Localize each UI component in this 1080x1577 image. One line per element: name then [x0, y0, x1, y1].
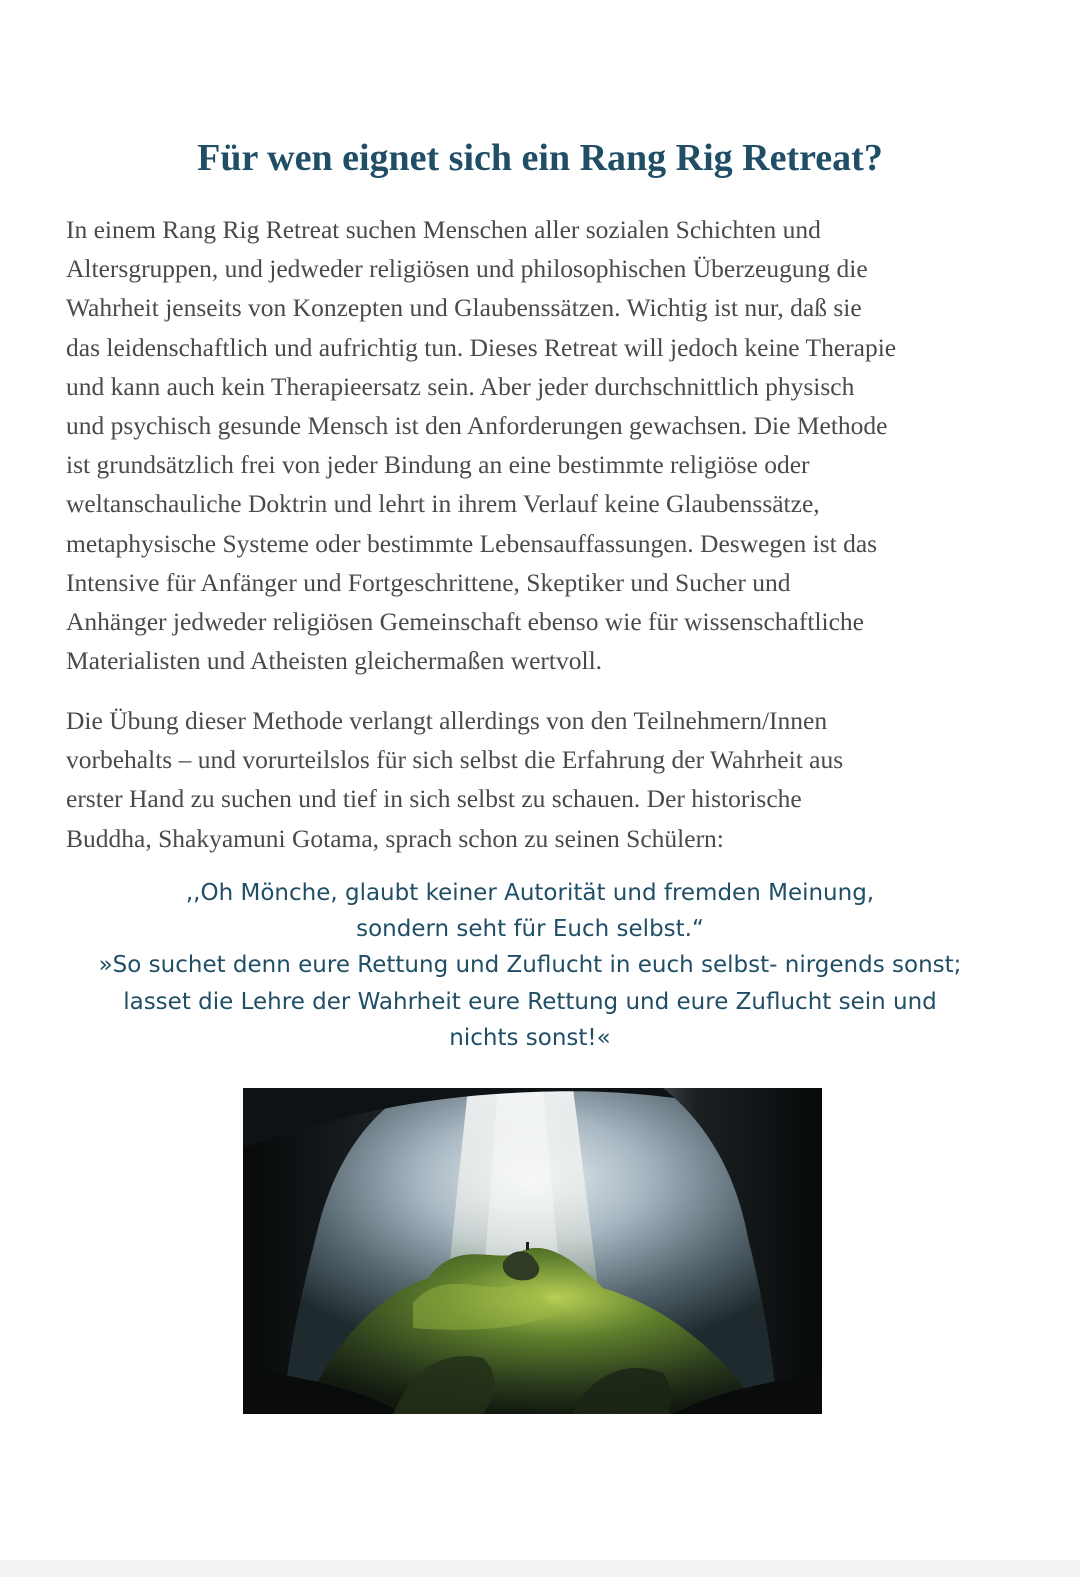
text-line: erster Hand zu suchen und tief in sich selbst zu schauen. Der historische: [66, 784, 802, 814]
quote-line: lasset die Lehre der Wahrheit eure Rettung und eure Zuflucht sein und: [123, 988, 937, 1015]
text-line: Materialisten und Atheisten gleichermaßen wertvoll.: [66, 646, 603, 676]
text-line: Intensive für Anfänger und Fortgeschrittene, Skeptiker und Sucher und: [66, 567, 791, 597]
quote-line: nichts sonst!«: [449, 1024, 611, 1051]
text-line: ist grundsätzlich frei von jeder Bindung an eine bestimmte religiöse oder: [66, 450, 810, 480]
paragraph-method: [66, 701, 1016, 858]
text-line: Altersgruppen, und jedweder religiösen und philosophischen Überzeugung die: [66, 254, 868, 284]
text-line: Anhänger jedweder religiösen Gemeinschaft ebenso wie für wissenschaftliche: [66, 607, 864, 637]
cave-with-light-beam-photo: [243, 1088, 822, 1414]
cave-illustration: [243, 1088, 822, 1414]
text-line: metaphysische Systeme oder bestimmte Lebensauffassungen. Deswegen ist das: [66, 528, 878, 558]
text-line: In einem Rang Rig Retreat suchen Menschen aller sozialen Schichten und: [66, 215, 821, 244]
text-line: und psychisch gesunde Mensch ist den Anforderungen gewachsen. Die Methode: [66, 411, 888, 441]
text-line: Die Übung dieser Methode verlangt allerdings von den Teilnehmern/Innen: [66, 706, 828, 735]
paragraph-intro: [66, 210, 1016, 680]
text-line: weltanschauliche Doktrin und lehrt in ihrem Verlauf keine Glaubenssätze,: [66, 489, 820, 519]
text-line: Buddha, Shakyamuni Gotama, sprach schon zu seinen Schülern:: [66, 823, 724, 853]
buddha-quote: [0, 875, 1060, 1056]
quote-line: sondern seht für Euch selbst.“: [356, 916, 704, 943]
text-line: und kann auch kein Therapieersatz sein. Aber jeder durchschnittlich physisch: [66, 371, 855, 401]
quote-line: ,,Oh Mönche, glaubt keiner Autorität und fremden Meinung,: [185, 880, 875, 906]
text-line: vorbehalts – und vorurteilslos für sich selbst die Erfahrung der Wahrheit aus: [66, 745, 844, 775]
text-line: das leidenschaftlich und aufrichtig tun. Dieses Retreat will jedoch keine Therapie: [66, 332, 897, 362]
text-line: Wahrheit jenseits von Konzepten und Glaubenssätzen. Wichtig ist nur, daß sie: [66, 293, 862, 323]
page-bottom-edge: [0, 1560, 1080, 1577]
page-title: Für wen eignet sich ein Rang Rig Retreat?: [197, 137, 883, 179]
quote-line: »So suchet denn eure Rettung und Zuflucht in euch selbst- nirgends sonst;: [98, 952, 962, 979]
